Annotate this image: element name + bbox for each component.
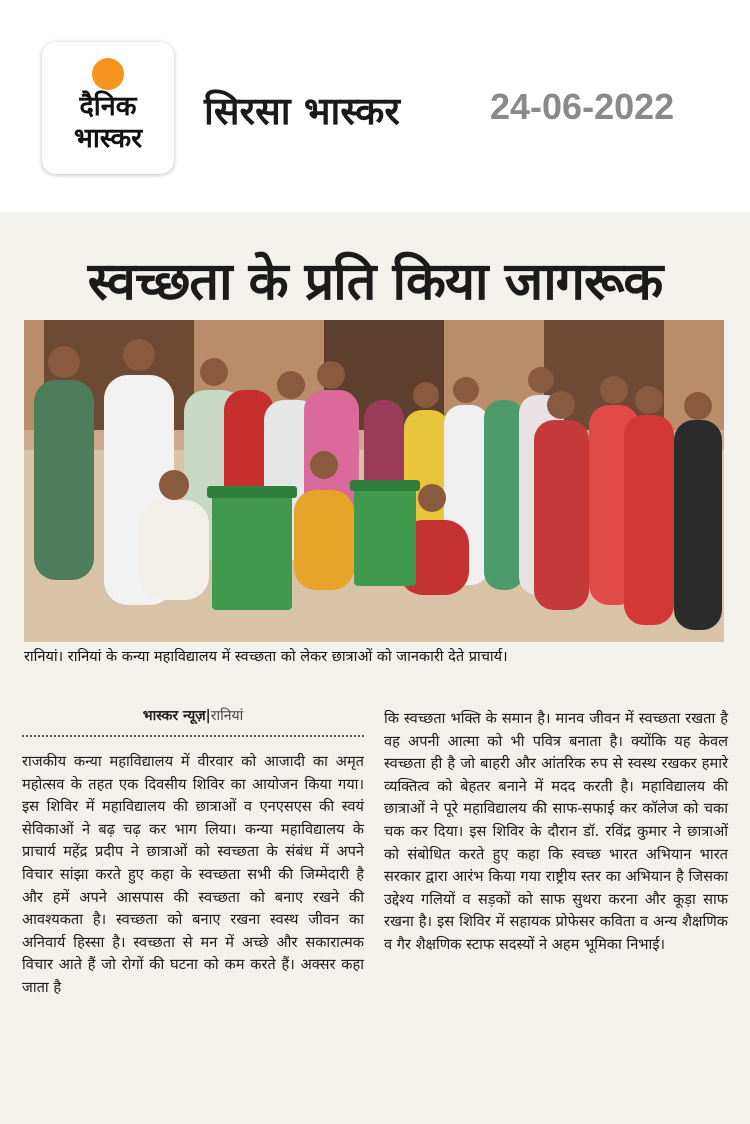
page-header (0, 0, 750, 200)
dainik-bhaskar-logo (42, 42, 174, 174)
photo-caption: रानियां। रानियां के कन्या महाविद्यालय में स्वच्छता को लेकर छात्राओं को जानकारी देते प्राचार्य। (24, 649, 508, 665)
article-photo (24, 320, 724, 642)
logo-sun-icon (92, 58, 124, 90)
edition-date: 24-06-2022 (490, 86, 675, 127)
article-column-right (384, 706, 728, 957)
logo-text-line1: दैनिक (79, 91, 137, 122)
byline-location: रानियां (210, 708, 244, 724)
edition-title: सिरसा भास्कर (204, 89, 400, 133)
group-photo-illustration (24, 320, 724, 642)
byline-source: भास्कर न्यूज़ (142, 708, 206, 724)
article-body-left: राजकीय कन्या महाविद्यालय में वीरवार को आजादी का अमृत महोत्सव के तहत एक दिवसीय शिविर का आयोजन किया गया। इस शिविर में महाविद्यालय की छात्राओं व एनएसएस की स्वयं सेविकाओं ने बढ़ चढ़ कर भाग लिया। कन्या महाविद्यालय के प्राचार्य महेंद्र प्रदीप ने छात्राओं को स्वच्छता के संबंध में अपने विचार सांझा करते हुए कहा के स्वच्छता सभी की जिम्मेदारी है और हमें अपने आसपास की स्वच्छता को बनाए रखने की आवश्यकता है। स्वच्छता को बनाए रखना स्वस्थ जीवन का अनिवार्य हिस्सा है। स्वच्छता से मन में अच्छे और सकारात्मक विचार आते हैं जो रोगों की घटना को कम करते हैं। अक्सर कहा जाता है (22, 753, 364, 996)
byline: भास्कर न्यूज़|रानियां (22, 706, 364, 737)
article-column-left (22, 706, 364, 1000)
logo-text-line2: भास्कर (73, 123, 143, 154)
article-body-right: कि स्वच्छता भक्ति के समान है। मानव जीवन में स्वच्छता रखता है वह अपनी आत्मा को भी पवित्र बनाता है। क्योंकि यह केवल स्वच्छता ही है जो बाहरी और आंतरिक रुप से स्वस्थ रखकर हमारे व्यक्तित्व को बेहतर बनाने में मदद करती है। महाविद्यालय की छात्राओं ने पूरे महाविद्यालय की साफ-सफाई कर कॉलेज को चका चक कर दिया। इस शिविर के दौरान डॉ. रविंद्र कुमार ने छात्राओं को संबोधित करते हुए कहा कि स्वच्छ भारत अभियान भारत सरकार द्वारा आरंभ किया गया राष्ट्रीय स्तर का अभियान है जिसका उद्देश्य गलियों व सड़कों को साफ सुथरा करना और कूड़ा साफ रखना है। इस शिविर में सहायक प्रोफेसर कविता व अन्य शैक्षणिक व गैर शैक्षणिक स्टाफ सदस्यों ने अहम भूमिका निभाई। (384, 710, 728, 953)
article-headline: स्वच्छता के प्रति किया जागरूक (87, 252, 663, 312)
